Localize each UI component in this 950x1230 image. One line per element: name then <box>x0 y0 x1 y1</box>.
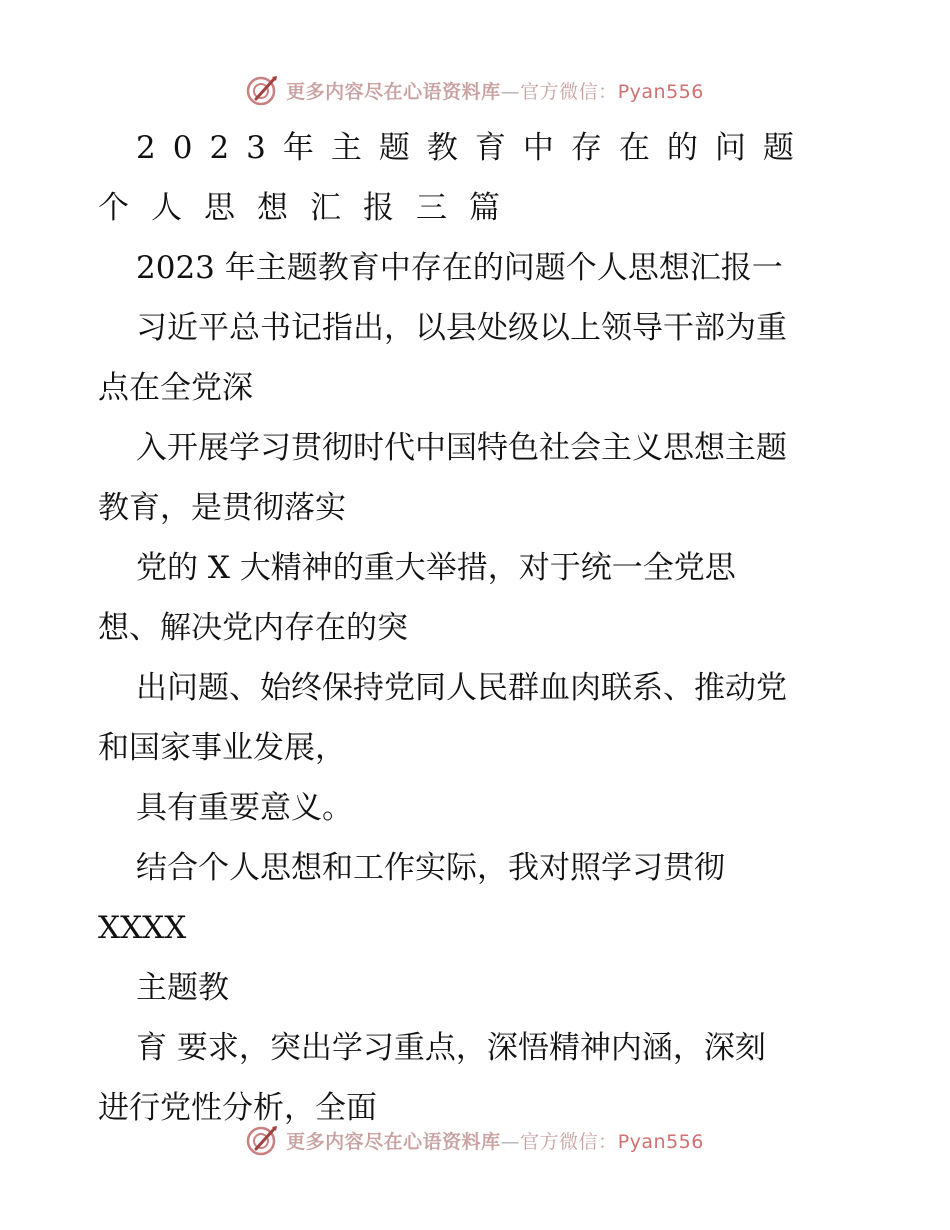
document-line: XXXX <box>98 910 187 946</box>
document-line: 想、解决党内存在的突 <box>98 610 408 646</box>
watermark-dash: — <box>500 80 521 103</box>
watermark-dash: — <box>500 1130 521 1153</box>
watermark-official-label: 官方微信： <box>520 80 618 103</box>
watermark-brand-text: 更多内容尽在心语资料库 <box>286 80 501 103</box>
watermark-official-label: 官方微信： <box>520 1130 618 1153</box>
library-logo-icon <box>246 1123 280 1157</box>
document-line: 入开展学习贯彻时代中国特色社会主义思想主题 <box>136 430 787 466</box>
document-line: 点在全党深 <box>98 370 253 406</box>
document-line: 习近平总书记指出，以县处级以上领导干部为重 <box>136 310 787 346</box>
document-line: 教育，是贯彻落实 <box>98 490 346 526</box>
document-line: 具有重要意义。 <box>136 790 353 826</box>
document-line: 出问题、始终保持党同人民群血肉联系、推动党 <box>136 670 787 706</box>
watermark-wechat-id: Pyan556 <box>617 80 704 103</box>
footer-watermark <box>0 1120 950 1160</box>
header-watermark <box>0 70 950 110</box>
document-title-line-1: 2023年主题教育中存在的问题 <box>136 130 811 166</box>
document-line: 育 要求，突出学习重点，深悟精神内涵，深刻 <box>136 1030 766 1066</box>
document-line: 结合个人思想和工作实际，我对照学习贯彻 <box>136 850 725 886</box>
document-line: 主题教 <box>136 970 229 1006</box>
document-line: 进行党性分析，全面 <box>98 1090 377 1126</box>
document-title-line-2: 个人思想汇报三篇 <box>98 190 522 226</box>
document-line: 和国家事业发展， <box>98 730 346 766</box>
watermark-wechat-id: Pyan556 <box>617 1130 704 1153</box>
library-logo-icon <box>246 73 280 107</box>
document-line: 党的 X 大精神的重大举措，对于统一全党思 <box>136 550 736 586</box>
document-line: 2023 年主题教育中存在的问题个人思想汇报一 <box>136 250 783 286</box>
document-body <box>98 118 858 1138</box>
document-paragraphs <box>98 238 858 1138</box>
watermark-brand-text: 更多内容尽在心语资料库 <box>286 1130 501 1153</box>
